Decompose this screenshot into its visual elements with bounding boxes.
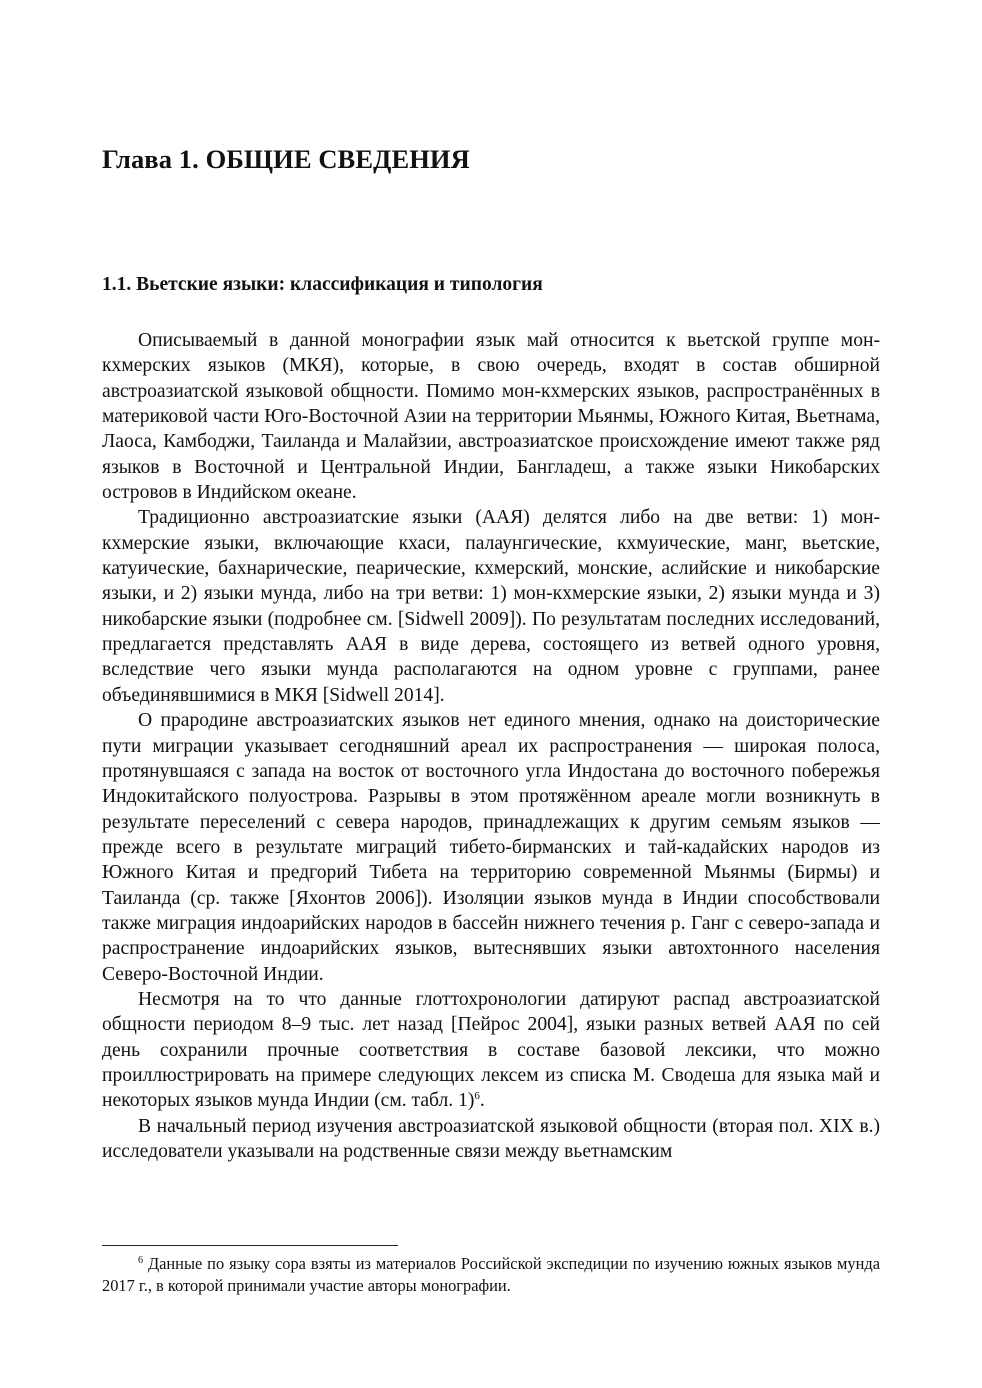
body-text <box>102 328 880 1164</box>
paragraph-1: Описываемый в данной монографии язык май относится к вьетской группе мон-кхмерских языков (МКЯ), которые, в свою очередь, входят в состав обширной австроазиатской языковой общности. Помимо мон-кхмерских языков, распространённых в материковой части Юго-Восточной Азии на территории Мьянмы, Южного Китая, Вьетнама, Лаоса, Камбоджи, Таиланда и Малайзии, австроазиатское происхождение имеют также ряд языков в Восточной и Центральной Индии, Бангладеш, а также языки Никобарских островов в Индийском океане. <box>102 330 880 504</box>
section-title: 1.1. Вьетские языки: классификация и типология <box>102 274 543 295</box>
paragraph-4: Несмотря на то что данные глоттохронологии датируют распад австроазиатской общности периодом 8–9 тыс. лет назад [Пейрос 2004], языки разных ветвей ААЯ по сей день сохранили прочные соответствия в составе базовой лексики, что можно проиллюстрировать на примере следующих лексем из списка М. Сводеша для языка май и некоторых языков мунда Индии (см. табл. 1)$^6$. <box>102 988 880 1112</box>
footnote-text: Данные по языку сора взяты из материалов Российской экспедиции по изучению южных языков мунда 2017 г., в которой принимали участие авторы монографии. <box>102 1254 880 1295</box>
paragraph-5: В начальный период изучения австроазиатской языковой общности (вторая пол. XIX в.) исследователи указывали на родственные связи между вьетнамским <box>102 1115 880 1162</box>
footnote-number: 6 <box>138 1255 143 1266</box>
paragraph-3: О прародине австроазиатских языков нет единого мнения, однако на доисторические пути миграции указывает сегодняшний ареал их распространения — широкая полоса, протянувшаяся с запада на восток от восточного угла Индостана до восточного побережья Индокитайского полуострова. Разрывы в этом протяжённом ареале могли возникнуть в результате переселений с севера народов, принадлежащих к другим семьям языков — прежде всего в результате миграций тибето-бирманских и тай-кадайских народов из Южного Китая и предгорий Тибета на территорию современной Мьянмы (Бирмы) и Таиланда (ср. также [Яхонтов 2006]). Изоляции языков мунда в Индии способствовали также миграция индоарийских народов в бассейн нижнего течения р. Ганг с северо-запада и распространение индоарийских языков, вытеснявших языки автохтонного населения Северо-Восточной Индии. <box>102 710 880 985</box>
footnote <box>102 1253 880 1296</box>
footnote-divider <box>102 1245 398 1246</box>
paragraph-2: Традиционно австроазиатские языки (ААЯ) делятся либо на две ветви: 1) мон-кхмерские языки, включающие кхаси, палаунгические, кхмуические, манг, вьетские, катуические, бахнарические, пеарические, кхмерский, монские, аслийские и никобарские языки, и 2) языки мунда, либо на три ветви: 1) мон-кхмерские языки, 2) языки мунда и 3) никобарские языки (подробнее см. [Sidwell 2009]). По результатам последних исследований, предлагается представлять ААЯ в виде дерева, состоящего из ветвей одного уровня, вследствие чего языки мунда располагаются на одном уровне с группами, ранее объединявшимися в МКЯ [Sidwell 2014]. <box>102 507 880 706</box>
chapter-title: Глава 1. ОБЩИЕ СВЕДЕНИЯ <box>102 144 470 174</box>
paragraph-4-text: Несмотря на то что данные глоттохронологии датируют распад австроазиатской общности периодом 8–9 тыс. лет назад [Пейрос 2004], языки разных ветвей ААЯ по сей день сохранили прочные соответствия в составе базовой лексики, что можно проиллюстрировать на примере следующих лексем из списка М. Сводеша для языка май и некоторых языков мунда Индии (см. табл. 1) <box>102 988 880 1112</box>
footnote-reference[interactable]: 6 <box>474 1090 480 1103</box>
